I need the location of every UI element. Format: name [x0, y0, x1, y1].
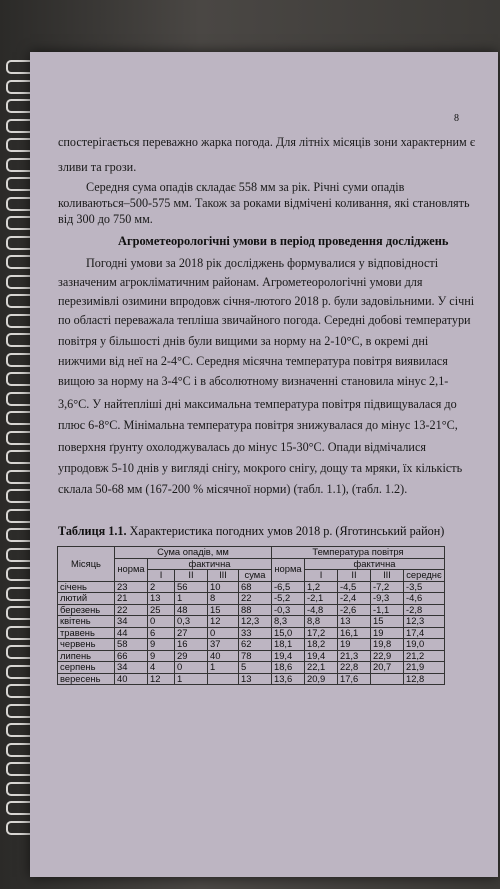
table-cell: 19,4 [305, 650, 338, 662]
binding-ring [6, 665, 30, 679]
table-cell: 12 [208, 616, 239, 628]
table-cell: 21 [115, 593, 148, 605]
table-cell: 8 [208, 593, 239, 605]
text-line: упродовж 5-10 днів у вигляді снігу, мокрого снігу, дощу та мряки, їх кількість [58, 461, 463, 475]
table-cell: 1 [175, 593, 208, 605]
binding-ring [6, 743, 30, 757]
table-cell: 9 [148, 639, 175, 651]
table-cell: 19,8 [371, 639, 404, 651]
table-cell: 13,6 [272, 673, 305, 685]
table-cell: 21,2 [404, 650, 445, 662]
table-cell: 33 [239, 627, 272, 639]
table-cell: 19 [371, 627, 404, 639]
binding-ring [6, 509, 30, 523]
table-caption-text: Характеристика погодних умов 2018 р. (Яготинський район) [129, 524, 445, 538]
table-cell: 88 [239, 604, 272, 616]
binding-ring [6, 587, 30, 601]
binding-ring [6, 411, 30, 425]
binding-ring [6, 333, 30, 347]
table-cell: 16 [175, 639, 208, 651]
table-cell: 34 [115, 616, 148, 628]
table-cell: 21,3 [338, 650, 371, 662]
binding-ring [6, 119, 30, 133]
table-cell-month: червень [58, 639, 115, 651]
table-cell: 0 [148, 616, 175, 628]
table-cell: 17,2 [305, 627, 338, 639]
table-row [58, 662, 445, 674]
table-cell: 8,3 [272, 616, 305, 628]
binding-ring [6, 314, 30, 328]
table-cell: 68 [239, 581, 272, 593]
binding-ring [6, 821, 30, 835]
table-cell-month: січень [58, 581, 115, 593]
table-cell: 5 [239, 662, 272, 674]
table-cell: -2,6 [338, 604, 371, 616]
binding-ring [6, 528, 30, 542]
table-cell: 40 [208, 650, 239, 662]
table-cell: -1,1 [371, 604, 404, 616]
table-cell: 27 [175, 627, 208, 639]
header-temp-norm: норма [272, 558, 305, 581]
table-cell: 22 [239, 593, 272, 605]
table-cell: 22 [115, 604, 148, 616]
table-cell: 12 [148, 673, 175, 685]
text-line: нижчими від неї на 2-4°С. Середня місячна температура повітря виявилася [58, 354, 448, 368]
table-cell: 0 [175, 662, 208, 674]
table-cell: 22,9 [371, 650, 404, 662]
weather-table [57, 546, 445, 685]
binding-ring [6, 177, 30, 191]
text-line: Середня сума опадів складає 558 мм за рік. Річні суми опадів [86, 180, 405, 194]
table-row [58, 581, 445, 593]
text-line: вищою за норму на 3-4°С і в абсолютному визначенні становила мінус 2,1- [58, 374, 449, 388]
header-temp: Температура повітря [272, 547, 445, 559]
table-cell: -2,8 [404, 604, 445, 616]
table-cell: 37 [208, 639, 239, 651]
text-line: зазначеним агрокліматичним районам. Агрометеорологічні умови для [58, 275, 423, 289]
table-row [58, 673, 445, 685]
binding-ring [6, 80, 30, 94]
binding-ring [6, 431, 30, 445]
table-cell: 18,1 [272, 639, 305, 651]
table-cell: 2 [148, 581, 175, 593]
table-cell: 58 [115, 639, 148, 651]
header-sum: сума [239, 570, 272, 582]
table-cell: 1 [208, 662, 239, 674]
table-cell: 17,6 [338, 673, 371, 685]
binding-ring [6, 450, 30, 464]
binding-ring [6, 236, 30, 250]
binding-ring [6, 762, 30, 776]
binding-ring [6, 489, 30, 503]
header-precip-actual: фактична [148, 558, 272, 570]
table-cell: 20,9 [305, 673, 338, 685]
header-decade-1: I [148, 570, 175, 582]
header-temp-decade-3: III [371, 570, 404, 582]
header-precip-norm: норма [115, 558, 148, 581]
table-cell: 29 [175, 650, 208, 662]
header-temp-decade-1: I [305, 570, 338, 582]
table-cell-month: вересень [58, 673, 115, 685]
table-cell: 56 [175, 581, 208, 593]
table-cell: 40 [115, 673, 148, 685]
binding-ring [6, 684, 30, 698]
header-average: середнє [404, 570, 445, 582]
binding-ring [6, 372, 30, 386]
table-row [58, 593, 445, 605]
binding-ring [6, 704, 30, 718]
table-cell: 0,3 [175, 616, 208, 628]
binding-ring [6, 606, 30, 620]
table-cell-month: лютий [58, 593, 115, 605]
table-cell: 15 [371, 616, 404, 628]
binding-ring [6, 138, 30, 152]
table-cell: 12,3 [404, 616, 445, 628]
page-number: 8 [454, 113, 459, 124]
binding-ring [6, 645, 30, 659]
text-line: плюс 6-8°С. Мінімальна температура повітря знижувалася до мінус 13-21°С, [58, 418, 458, 432]
table-cell: -9,3 [371, 593, 404, 605]
text-line: поверхня ґрунту охолоджувалась до мінус 15-30°С. Опади відмічалися [58, 440, 426, 454]
table-cell: 13 [338, 616, 371, 628]
table-caption-label: Таблиця 1.1. [58, 524, 127, 538]
table-cell: -5,2 [272, 593, 305, 605]
table-cell: 0 [208, 627, 239, 639]
table-cell: 9 [148, 650, 175, 662]
table-cell: -4,5 [338, 581, 371, 593]
table-cell: 23 [115, 581, 148, 593]
table-cell: 25 [148, 604, 175, 616]
table-cell: 6 [148, 627, 175, 639]
table-cell-month: липень [58, 650, 115, 662]
table-cell: 78 [239, 650, 272, 662]
table-cell: 1 [175, 673, 208, 685]
table-cell: 15 [208, 604, 239, 616]
binding-ring [6, 723, 30, 737]
text-line: 3,6°С. У найтепліші дні максимальна температура повітря підвищувалася до [58, 397, 457, 411]
table-cell: 44 [115, 627, 148, 639]
table-cell-month: травень [58, 627, 115, 639]
table-cell-month: березень [58, 604, 115, 616]
binding-ring [6, 275, 30, 289]
text-line: зливи та грози. [58, 160, 137, 174]
table-cell [208, 673, 239, 685]
header-precip: Сума опадів, мм [115, 547, 272, 559]
text-line: коливаються–500-575 мм. Також за роками відмічені коливання, які становлять [58, 196, 470, 210]
table-cell: 19,4 [272, 650, 305, 662]
table-cell: 1,2 [305, 581, 338, 593]
table-caption [58, 524, 444, 539]
table-cell: 18,2 [305, 639, 338, 651]
header-month: Місяць [58, 547, 115, 582]
text-line: спостерігається переважно жарка погода. Для літніх місяців зони характерним є [58, 135, 476, 149]
binding-ring [6, 99, 30, 113]
table-cell: -0,3 [272, 604, 305, 616]
table-cell: -3,5 [404, 581, 445, 593]
text-line: Погодні умови за 2018 рік досліджень формувалися у відповідності [86, 256, 439, 270]
binding-ring [6, 801, 30, 815]
header-temp-actual: фактична [305, 558, 445, 570]
header-temp-decade-2: II [338, 570, 371, 582]
table-cell-month: квітень [58, 616, 115, 628]
header-decade-3: III [208, 570, 239, 582]
table-cell: 8,8 [305, 616, 338, 628]
binding-ring [6, 392, 30, 406]
table-cell: 19,0 [404, 639, 445, 651]
table-row [58, 639, 445, 651]
table-cell: -4,6 [404, 593, 445, 605]
binding-ring [6, 470, 30, 484]
binding-ring [6, 626, 30, 640]
table-cell: 19 [338, 639, 371, 651]
binding-ring [6, 216, 30, 230]
table-cell: 15,0 [272, 627, 305, 639]
table-cell: -4,8 [305, 604, 338, 616]
table-cell: -2,4 [338, 593, 371, 605]
table-cell: 21,9 [404, 662, 445, 674]
table-row [58, 627, 445, 639]
binding-ring [6, 60, 30, 74]
table-cell-month: серпень [58, 662, 115, 674]
table-cell [371, 673, 404, 685]
binding-ring [6, 353, 30, 367]
table-cell: 13 [148, 593, 175, 605]
table-cell: 10 [208, 581, 239, 593]
table-cell: 16,1 [338, 627, 371, 639]
table-cell: 13 [239, 673, 272, 685]
table-cell: 22,1 [305, 662, 338, 674]
binding-ring [6, 567, 30, 581]
table-cell: 20,7 [371, 662, 404, 674]
table-cell: -6,5 [272, 581, 305, 593]
table-cell: -2,1 [305, 593, 338, 605]
spiral-binding [0, 60, 34, 840]
table-cell: 12,3 [239, 616, 272, 628]
table-cell: 22,8 [338, 662, 371, 674]
section-heading: Агрометеорологічні умови в період проведення досліджень [118, 234, 449, 248]
table-cell: -7,2 [371, 581, 404, 593]
table-cell: 66 [115, 650, 148, 662]
binding-ring [6, 548, 30, 562]
header-decade-2: II [175, 570, 208, 582]
text-line: по області переважала тепліша звичайного погода. Середні добові температури [58, 313, 471, 327]
table-cell: 62 [239, 639, 272, 651]
binding-ring [6, 158, 30, 172]
text-line: повітря у більшості днів були вищими за норму на 2-10°С, в окремі дні [58, 334, 429, 348]
table-cell: 18,6 [272, 662, 305, 674]
table-row [58, 650, 445, 662]
text-line: від 300 до 750 мм. [58, 212, 153, 226]
table-row [58, 616, 445, 628]
text-line: перезимівлі озимини впродовж січня-лютого 2018 р. були задовільними. У січні [58, 294, 475, 308]
table-cell: 17,4 [404, 627, 445, 639]
table-row [58, 604, 445, 616]
table-cell: 12,8 [404, 673, 445, 685]
table-cell: 48 [175, 604, 208, 616]
binding-ring [6, 782, 30, 796]
binding-ring [6, 255, 30, 269]
table-cell: 4 [148, 662, 175, 674]
table-cell: 34 [115, 662, 148, 674]
text-line: склала 50-68 мм (167-200 % місячної норми) (табл. 1.1), (табл. 1.2). [58, 482, 408, 496]
binding-ring [6, 294, 30, 308]
binding-ring [6, 197, 30, 211]
